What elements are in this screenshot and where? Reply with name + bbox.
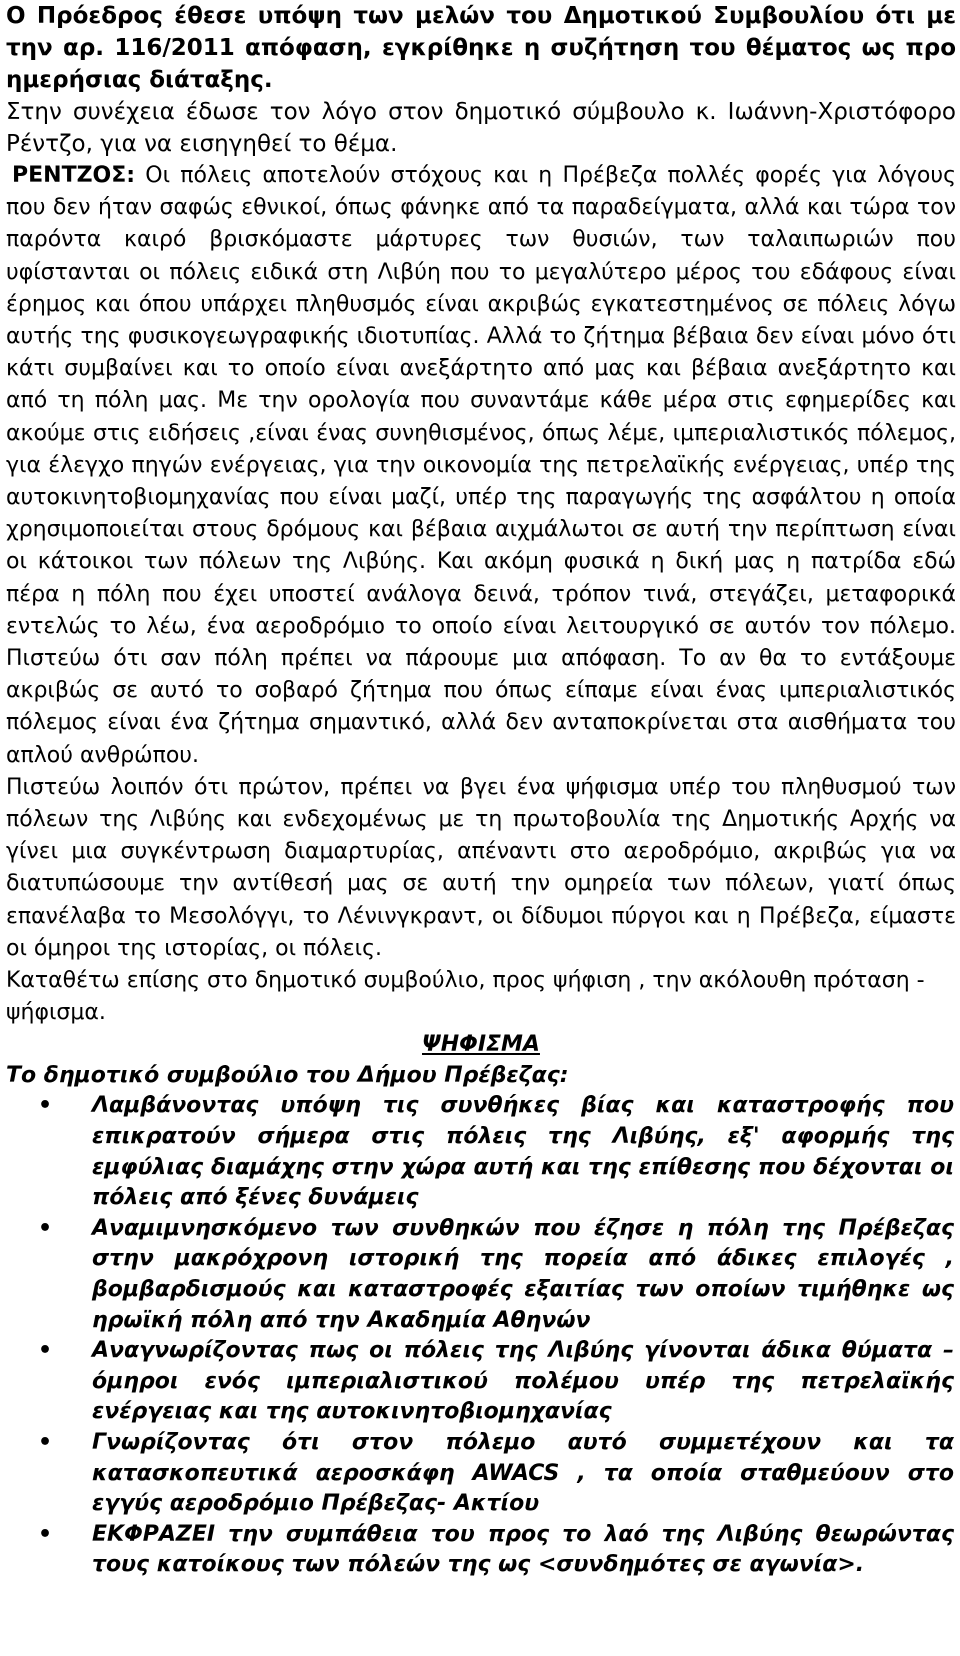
resolution-bullet-item (6, 1520, 954, 1581)
bullet-icon: • (38, 1521, 53, 1547)
bullet-text: Αναμιμνησκόμενο των συνθηκών που έζησε η πόλη της Πρέβεζας στην μακρόχρονη ιστορική της πορεία από άδικες επιλογές , βομβαρδισμούς και καταστροφές εξαιτίας των οποίων τιμήθηκε ως ηρωϊκή πόλη από την Ακαδημία Αθηνών (92, 1215, 954, 1333)
resolution-title: ΨΗΦΙΣΜΑ (422, 1032, 540, 1058)
meeting-intro (6, 0, 956, 160)
resolution-bullet-item (6, 1428, 954, 1520)
resolution-bullet-item (6, 1214, 954, 1336)
resolution-bullet-list (6, 1091, 956, 1581)
resolution-bullet-item (6, 1091, 954, 1213)
bullet-text: Γνωρίζοντας ότι στον πόλεμο αυτό συμμετέχουν και τα κατασκοπευτικά αεροσκάφη AWACS , τα οποία σταθμεύουν στο εγγύς αεροδρόμιο Πρέβεζας- Ακτίου (92, 1430, 954, 1517)
speech-paragraph-2: Πιστεύω λοιπόν ότι πρώτον, πρέπει να βγει ένα ψήφισμα υπέρ του πληθυσμού των πόλεων της Λιβύης και ενδεχομένως με τη πρωτοβουλία της Δημοτικής Αρχής να γίνει μια συγκέντρωση διαμαρτυρίας, απέναντι στο αεροδρόμιο, ακριβώς για να διατυπώσουμε την αντίθεσή μας σε αυτή την ομηρεία των πόλεων, γιατί όπως επανέλαβα το Μεσολόγγι, το Λένινγκραντ, οι δίδυμοι πύργοι και η Πρέβεζα, είμαστε οι όμηροι της ιστορίας, οι πόλεις. (6, 774, 956, 961)
speech-text-1: Οι πόλεις αποτελούν στόχους και η Πρέβεζα πολλές φορές για λόγους που δεν ήταν σαφώς εθνικοί, όπως φάνηκε από τα παραδείγματα, αλλά και τώρα τον παρόντα καιρό βρισκόμαστε μάρτυρες των θυσιών, των ταλαιπωριών που υφίστανται οι πόλεις ειδικά στη Λιβύη που το μεγαλύτερο μέρος του εδάφους είναι έρημος και όπου υπάρχει πληθυσμός είναι ακριβώς εγκατεστημένος σε πόλεις λόγω αυτής της φυσικογεωγραφικής ιδιοτυπίας. Αλλά το ζήτημα βέβαια δεν είναι μόνο ότι κάτι συμβαίνει και το οποίο είναι ανεξάρτητο από μας και βέβαια ανεξάρτητο και από τη πόλη μας. Με την ορολογία που συναντάμε κάθε μέρα στις εφημερίδες και ακούμε στις ειδήσεις ,είναι ένας συνηθισμένος, όπως λέμε, ιμπεριαλιστικός πόλεμος, για έλεγχο πηγών ενέργειας, για την οικονομία της πετρελαϊκής ενέργειας, υπέρ της αυτοκινητοβιομηχανίας που είναι μαζί, υπέρ της παραγωγής της ασφάλτου η οποία χρησιμοποιείται στους δρόμους και βέβαια αιχμάλωτοι σε αυτή την περίπτωση είναι οι κάτοικοι των πόλεων της Λιβύης. Και ακόμη φυσικά η δική μας η πατρίδα εδώ πέρα η πόλη που έχει υποστεί ανάλογα δεινά, τρόπον τινά, στεγάζει, μεταφορικά εντελώς το λέω, ένα αεροδρόμιο το οποίο είναι λειτουργικό σε αυτόν τον πόλεμο. Πιστεύω ότι σαν πόλη πρέπει να πάρουμε μια απόφαση. Το αν θα το εντάξουμε ακριβώς σε αυτό το σοβαρό ζήτημα που όπως είπαμε είναι ένας ιμπεριαλιστικός πόλεμος είναι ένα ζήτημα σημαντικό, αλλά δεν ανταποκρίνεται στα αισθήματα του απλού ανθρώπου. (6, 163, 956, 768)
bullet-icon: • (38, 1093, 53, 1119)
bullet-icon: • (38, 1215, 53, 1241)
bullet-icon: • (38, 1338, 53, 1364)
intro-floor-given-text: Στην συνέχεια έδωσε τον λόγο στον δημοτικό σύμβουλο κ. Ιωάννη-Χριστόφορο Ρέντζο, για να εισηγηθεί το θέμα. (6, 99, 956, 157)
resolution-intro: Το δημοτικό συμβούλιο του Δήμου Πρέβεζας: (6, 1063, 569, 1089)
speech-paragraph-3: Καταθέτω επίσης στο δημοτικό συμβούλιο, προς ψήφιση , την ακόλουθη πρόταση - ψήφισμα. (6, 968, 925, 1026)
bullet-icon: • (38, 1430, 53, 1456)
intro-approval-text: Ο Πρόεδρος έθεσε υπόψη των μελών του Δημοτικού Συμβουλίου ότι με την αρ. 116/2011 απόφαση, εγκρίθηκε η συζήτηση του θέματος ως προ ημερήσιας διάταξης. (6, 3, 956, 93)
bullet-text: ΕΚΦΡΑΖΕΙ την συμπάθεια του προς τo λαό της Λιβύης θεωρώντας τους κατοίκους των πόλεών της ως <συνδημότες σε αγωνία>. (92, 1521, 954, 1578)
speech-paragraph-1 (6, 160, 956, 772)
speaker-name: ΡΕΝΤΖΟΣ: (12, 163, 136, 188)
document-page (6, 0, 956, 1581)
bullet-text: Λαμβάνοντας υπόψη τις συνθήκες βίας και καταστροφής που επικρατούν σήμερα στις πόλεις της Λιβύης, εξ' αφορμής της εμφύλιας διαμάχης στην χώρα αυτή και της επίθεσης που δέχονται οι πόλεις από ξένες δυνάμεις (92, 1093, 954, 1211)
bullet-text: Αναγνωρίζοντας πως οι πόλεις της Λιβύης γίνονται άδικα θύματα – όμηροι ενός ιμπεριαλιστικού πολέμου υπέρ της πετρελαϊκής ενέργειας και της αυτοκινητοβιομηχανίας (92, 1338, 954, 1425)
resolution-bullet-item (6, 1336, 954, 1428)
